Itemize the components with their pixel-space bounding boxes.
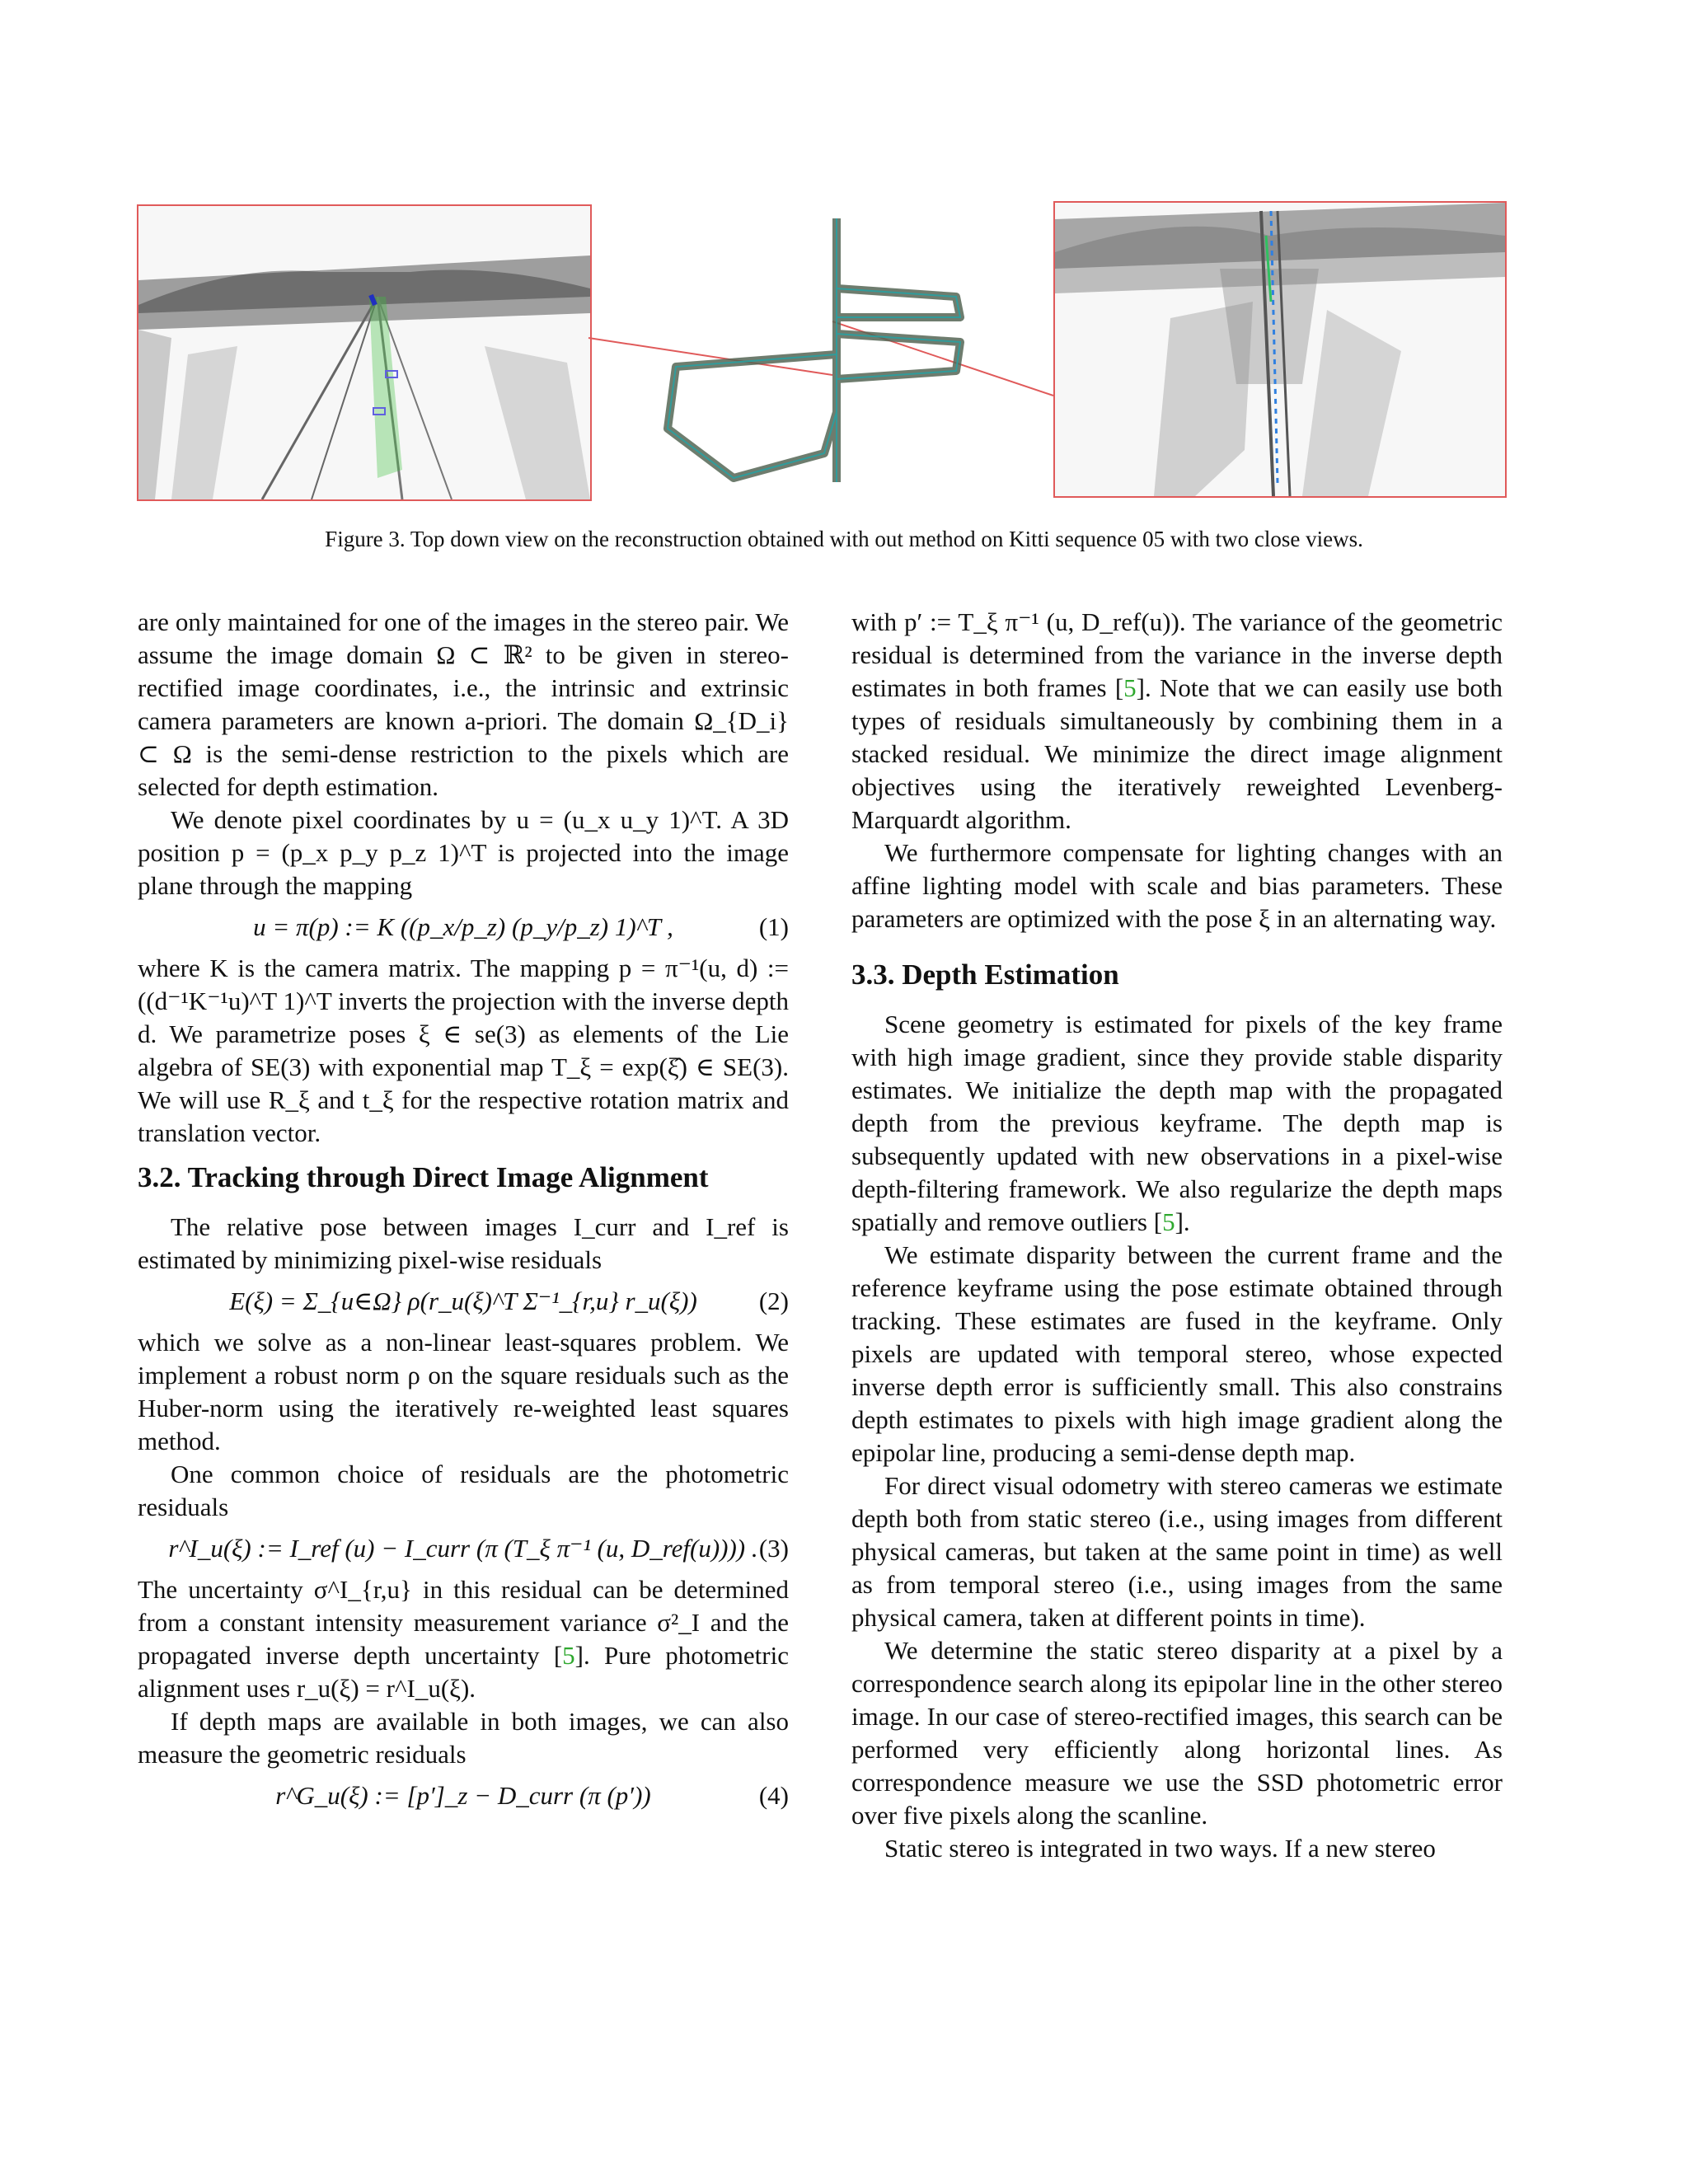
left-paragraph-2: We denote pixel coordinates by u = (u_x u_y 1)^T. A 3D position p = (p_x p_y p_z 1)^T is projected into the image plane through the mapping [138,805,789,900]
equation-4-number: (4) [758,1781,789,1810]
citation-link[interactable]: 5 [562,1641,575,1670]
right-paragraph-2: We furthermore compensate for lighting changes with an affine lighting model with scale and bias parameters. These parameters are optimized with the pose ξ in an alternating way. [851,838,1503,933]
right-paragraph-5: For direct visual odometry with stereo cameras we estimate depth both from static stereo (i.e., using images from different physical cameras, but taken at the same point in time) as well as from temporal stereo (i.e., using images from the same physical camera, taken at different points in time). [851,1471,1503,1632]
section-heading-3-2: 3.2. Tracking through Direct Image Alignment [138,1161,709,1193]
equation-4-expression: r^G_u(ξ) := [p′]_z − D_curr (π (p′)) [275,1781,651,1810]
right-column [851,606,1503,1865]
equation-1 [138,911,789,944]
equation-3 [138,1532,789,1565]
trajectory-top-down-map [651,206,989,503]
right-paragraph-1: with p′ := T_ξ π⁻¹ (u, D_ref(u)). The variance of the geometric residual is determined from the variance in the inverse depth estimates in both frames [5]. Note that we can easily use both types of residuals simultaneously by combining them in a stacked residual. We minimize the direct image alignment objectives using the iteratively reweighted Levenberg-Marquardt algorithm. [851,607,1503,834]
citation-link[interactable]: 5 [1123,673,1137,702]
street-pointcloud-right [1055,203,1505,496]
equation-4 [138,1779,789,1812]
equation-3-expression: r^I_u(ξ) := I_ref (u) − I_curr (π (T_ξ π⁻¹ (u, D_ref(u)))) . [168,1534,758,1563]
equation-2-number: (2) [758,1286,789,1315]
right-paragraph-4: We estimate disparity between the current frame and the reference keyframe using the pose estimate obtained through tracking. These estimates are fused in the keyframe. Only pixels are updated with temporal stereo, whose expected inverse depth error is sufficiently small. This also constrains depth estimates to pixels with high image gradient along the epipolar line, producing a semi-dense depth map. [851,1240,1503,1467]
left-paragraph-4: The relative pose between images I_curr and I_ref is estimated by minimizing pixel-wise residuals [138,1212,789,1274]
figure-caption: Figure 3. Top down view on the reconstruction obtained with out method on Kitti sequence 05 with two close views. [325,527,1363,551]
equation-1-expression: u = π(p) := K ((p_x/p_z) (p_y/p_z) 1)^T , [253,912,673,941]
right-paragraph-6: We determine the static stereo disparity at a pixel by a correspondence search along its epipolar line in the other stereo image. In our case of stereo-rectified images, this search can be performed very efficiently along horizontal lines. As correspondence measure we use the SSD photometric error over five pixels along the scanline. [851,1636,1503,1830]
equation-2 [138,1285,789,1318]
equation-3-number: (3) [758,1534,789,1563]
left-paragraph-6: One common choice of residuals are the photometric residuals [138,1460,789,1521]
left-column [138,606,789,1821]
left-paragraph-5: which we solve as a non-linear least-squares problem. We implement a robust norm ρ on the square residuals such as the Huber-norm using the iteratively re-weighted least squares method. [138,1328,789,1455]
citation-link[interactable]: 5 [1162,1207,1175,1236]
right-paragraph-3: Scene geometry is estimated for pixels of the key frame with high image gradient, since they provide stable disparity estimates. We initialize the depth map with the propagated depth from the previous keyframe. The depth map is subsequently updated with new observations in a pixel-wise depth-filtering framework. We also regularize the depth maps spatially and remove outliers [5]. [851,1010,1503,1236]
left-paragraph-3: where K is the camera matrix. The mapping p = π⁻¹(u, d) := ((d⁻¹K⁻¹u)^T 1)^T inverts the projection with the inverse depth d. We parametrize poses ξ ∈ se(3) as elements of the Lie algebra of SE(3) with exponential map T_ξ = exp(ξ̂) ∈ SE(3). We will use R_ξ and t_ξ for the respective rotation matrix and translation vector. [138,954,789,1147]
left-paragraph-7: The uncertainty σ^I_{r,u} in this residual can be determined from a constant intensity measurement variance σ²_I and the propagated inverse depth uncertainty [5]. Pure photometric alignment uses r_u(ξ) = r^I_u(ξ). [138,1575,789,1703]
equation-1-number: (1) [758,912,789,941]
equation-2-expression: E(ξ) = Σ_{u∈Ω} ρ(r_u(ξ)^T Σ⁻¹_{r,u} r_u(ξ)) [229,1286,697,1315]
left-paragraph-8: If depth maps are available in both images, we can also measure the geometric residuals [138,1707,789,1769]
figure-right-close-view [1053,201,1507,498]
left-paragraph-1: are only maintained for one of the images in the stereo pair. We assume the image domain Ω ⊂ ℝ² to be given in stereo-rectified image coordinates, i.e., the intrinsic and extrinsic camera parameters are known a-priori. The domain Ω_{D_i} ⊂ Ω is the semi-dense restriction to the pixels which are selected for depth estimation. [138,607,789,801]
section-heading-3-3: 3.3. Depth Estimation [851,958,1119,991]
right-paragraph-7: Static stereo is integrated in two ways. If a new stereo [884,1834,1436,1863]
